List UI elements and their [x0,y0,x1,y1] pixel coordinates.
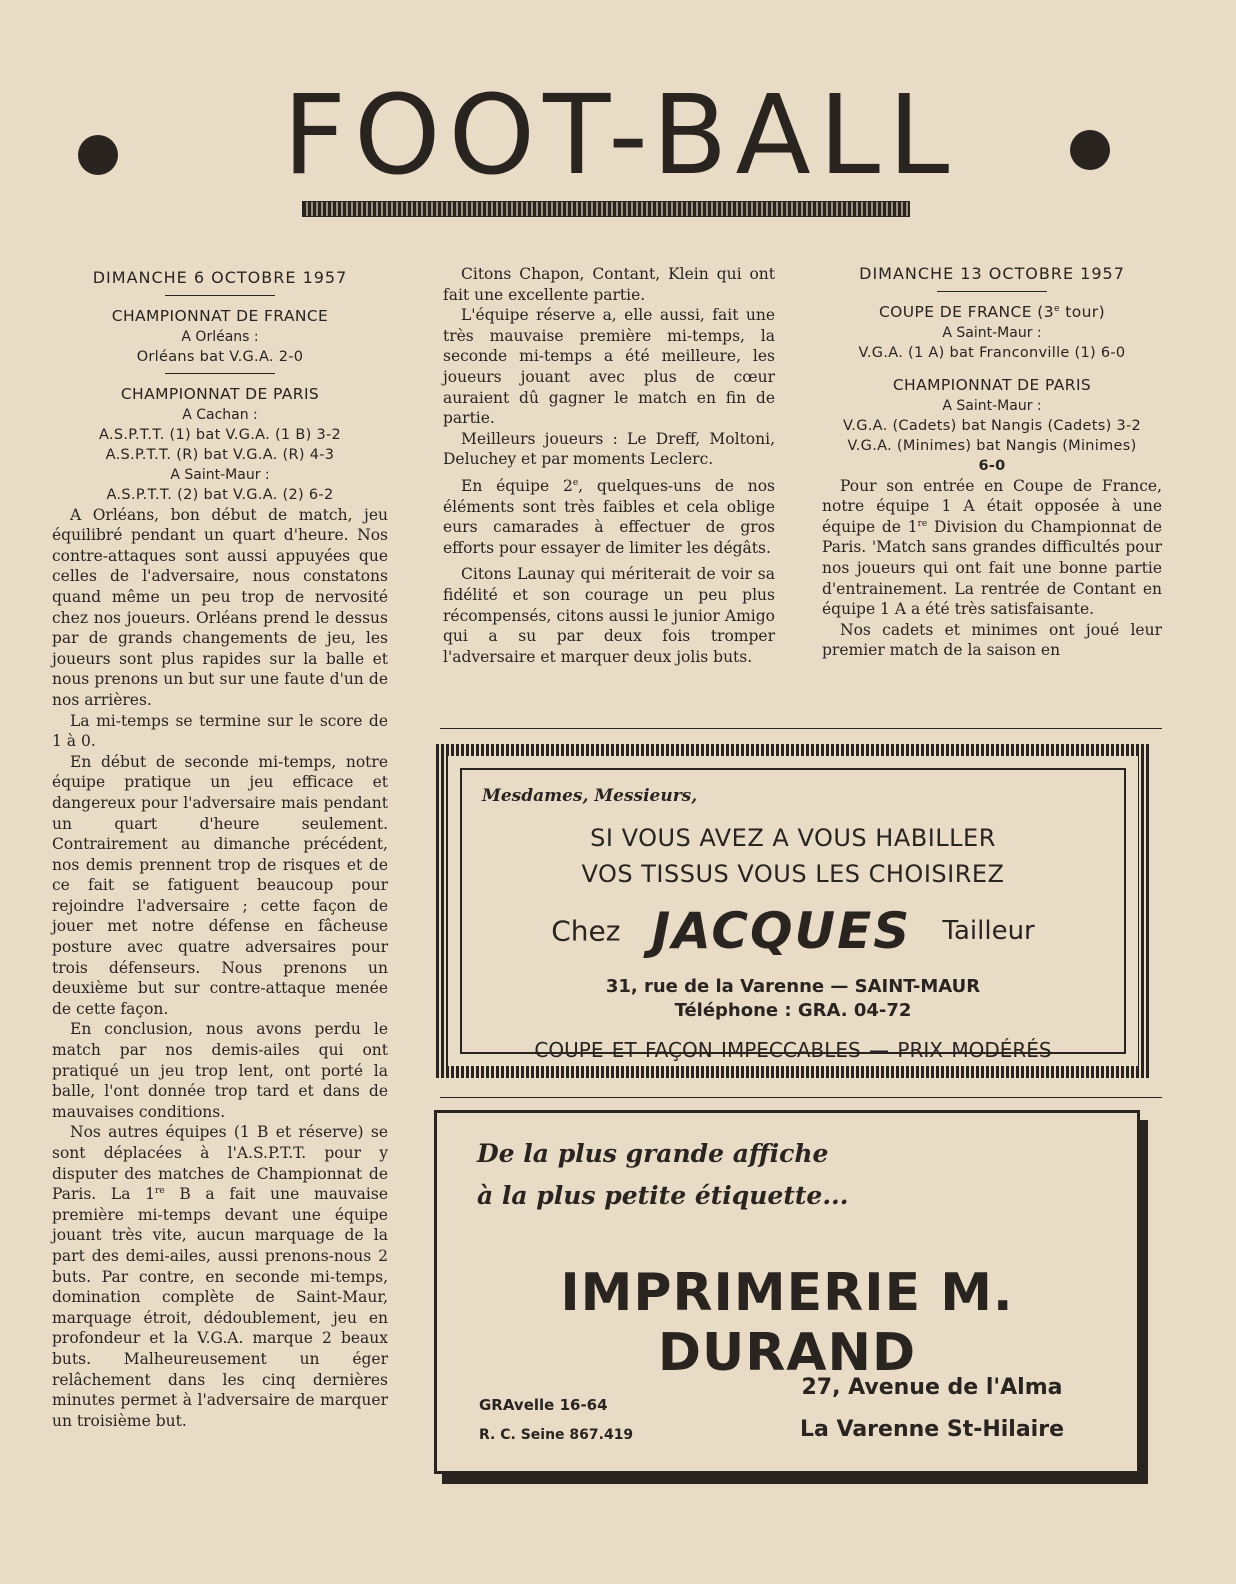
text-span: COUPE DE FRANCE (3 [878,302,1054,321]
paragraph: La mi-temps se termine sur le score de 1 à 0. [52,711,388,751]
text-span: Pour son entrée en Coupe de France, notre équipe 1 A était opposée à une équipe de 1 [822,476,1162,536]
separator [165,295,275,296]
match-result: A.S.P.T.T. (2) bat V.G.A. (2) 6-2 [106,486,334,503]
ad-chez: Chez [551,914,621,948]
ad-phone: GRAvelle 16-64 [479,1396,608,1414]
paragraph [822,476,1162,620]
paragraph: En début de seconde mi-temps, notre équipe pratique un jeu efficace et dangereux pour l'adversaire mais pendant un quart d'heure seulement. Contrairement au dimanche précédent, nos demis prennent trop de risques et de ce fait se fatiguent beaucoup pour rejoindre l'adversaire ; cette façon de jouer met notre défense en fâcheuse posture avec quatre adversaires pour trois défenseurs. Nous prenons un deuxième but sur contre-attaque menée de cette façon. [52,752,388,1018]
horizontal-rule [440,1097,1162,1098]
venue: A Saint-Maur : [170,466,270,483]
section-heading [822,302,1162,323]
venue: A Saint-Maur : [942,397,1042,414]
ad-headline: VOS TISSUS VOUS LES CHOISIREZ [581,860,1005,888]
ad-street: 27, Avenue de l'Alma [801,1375,1063,1400]
ad-company-name: IMPRIMERIE M. DURAND [560,1263,1014,1383]
ad-headline: SI VOUS AVEZ A VOUS HABILLER [590,824,996,852]
date-heading: DIMANCHE 13 OCTOBRE 1957 [859,264,1125,283]
bullet-dot-left [78,135,118,175]
ad-registry: R. C. Seine 867.419 [479,1427,634,1443]
ad-slogan: COUPE ET FAÇON IMPECCABLES — PRIX MODÉRÉS [534,1038,1052,1062]
venue: A Saint-Maur : [942,324,1042,341]
date-heading: DIMANCHE 6 OCTOBRE 1957 [92,268,348,287]
column-right [822,264,1162,661]
separator [165,373,275,374]
venue: A Cachan : [182,406,258,423]
match-score: 6-0 [978,457,1006,474]
match-result: V.G.A. (1 A) bat Franconville (1) 6-0 [858,344,1126,361]
ad-trade: Tailleur [942,916,1035,946]
paragraph [443,476,775,558]
separator [937,291,1047,292]
section-heading: CHAMPIONNAT DE PARIS [892,375,1092,394]
match-result: A.S.P.T.T. (1) bat V.G.A. (1 B) 3-2 [98,426,342,443]
match-result: V.G.A. (Cadets) bat Nangis (Cadets) 3-2 [842,417,1142,434]
paragraph: Meilleurs joueurs : Le Dreff, Moltoni, Deluchey et par moments Leclerc. [443,429,775,469]
text-span: , quelques-uns de nos éléments sont très faibles et cela oblige eurs camarades à effectuer de gros efforts pour essayer de limiter les dégâts. [443,476,775,557]
superscript: re [155,1186,165,1197]
section-heading: CHAMPIONNAT DE FRANCE [111,306,329,325]
spacer [822,363,1162,375]
text-span: B a fait une mauvaise première mi-temps devant une équipe jouant très vite, aucun marquage de la part des demi-ailes, aussi prenons-nous 2 buts. Par contre, en seconde mi-temps, domination complète de Saint-Maur, marquage étroit, dédoublement, jeu en profondeur et la V.G.A. marque 2 beaux buts. Malheureusement un éger relâchement dans les cinq dernières minutes permet à l'adversaire de marquer un troisième but. [52,1185,388,1430]
section-heading: CHAMPIONNAT DE PARIS [120,384,320,403]
printer-advertisement [434,1110,1140,1474]
superscript: e [572,477,579,488]
title-decorative-bar [302,201,910,217]
text-span: tour) [1059,302,1106,321]
ad-shop-line [462,902,1124,960]
ad-address: 31, rue de la Varenne — SAINT-MAUR [605,976,981,997]
page-title: FOOT-BALL [282,71,958,199]
superscript: e [1053,303,1060,314]
ad-greeting: Mesdames, Messieurs, [482,786,698,806]
match-result: A.S.P.T.T. (R) bat V.G.A. (R) 4-3 [105,446,335,463]
column-middle [443,264,775,667]
superscript: re [917,518,928,529]
match-result: V.G.A. (Minimes) bat Nangis (Minimes) [847,437,1137,454]
paragraph: En conclusion, nous avons perdu le match par nos demis-ailes qui ont pratiqué un jeu trop lent, ont porté la balle, l'ont donnée trop tard et dans de mauvaises conditions. [52,1020,388,1121]
paragraph: Citons Chapon, Contant, Klein qui ont fait une excellente partie. [443,265,775,304]
paragraph: A Orléans, bon début de match, jeu équilibré pendant un quart d'heure. Nos contre-attaques sont aussi appuyées que celles de l'adversaire, nous constatons quand même un peu trop de nervosité chez nos joueurs. Orléans prend le dessus par de grands changements de jeu, les joueurs sont plus rapides sur la balle et nous prenons un but sur une faute d'un de nos arrières. [52,505,388,709]
ad-tagline: De la plus grande affiche [477,1139,829,1168]
text-span: Division du Championnat de Paris. 'Match sans grandes difficultés pour nos joueurs qui ont fait une bonne partie d'entrainement. La rentrée de Contant en équipe 1 A a été très satisfaisante. [822,517,1162,619]
ad-phone: Téléphone : GRA. 04-72 [674,1000,912,1021]
ad-inner-frame [460,768,1126,1062]
bullet-dot-right [1070,130,1110,170]
venue: A Orléans : [181,328,259,345]
ad-town: La Varenne St-Hilaire [799,1417,1064,1442]
match-result: Orléans bat V.G.A. 2-0 [136,348,304,365]
ad-brand-name: JACQUES [651,902,912,960]
horizontal-rule [440,728,1162,729]
paragraph: Citons Launay qui mériterait de voir sa fidélité et son courage un peu plus récompensés, citons aussi le junior Amigo qui a su par deux fois tromper l'adversaire et marquer deux jolis buts. [443,565,775,666]
text-span: En équipe 2 [461,476,573,495]
paragraph: Nos cadets et minimes ont joué leur premier match de la saison en [822,620,1162,660]
paragraph: L'équipe réserve a, elle aussi, fait une très mauvaise première mi-temps, la seconde mi-temps a été meilleure, les joueurs jouant avec plus de cœur auraient dû gagner le match en fin de partie. [443,306,775,428]
column-left [52,268,388,1431]
ad-tagline: à la plus petite étiquette... [477,1181,849,1210]
tailor-advertisement [436,744,1150,1078]
text-span: Nos autres équipes (1 B et réserve) se sont déplacées à l'A.S.P.T.T. pour y disputer des matches de Championnat de Paris. La 1 [52,1123,388,1204]
paragraph [52,1122,388,1431]
